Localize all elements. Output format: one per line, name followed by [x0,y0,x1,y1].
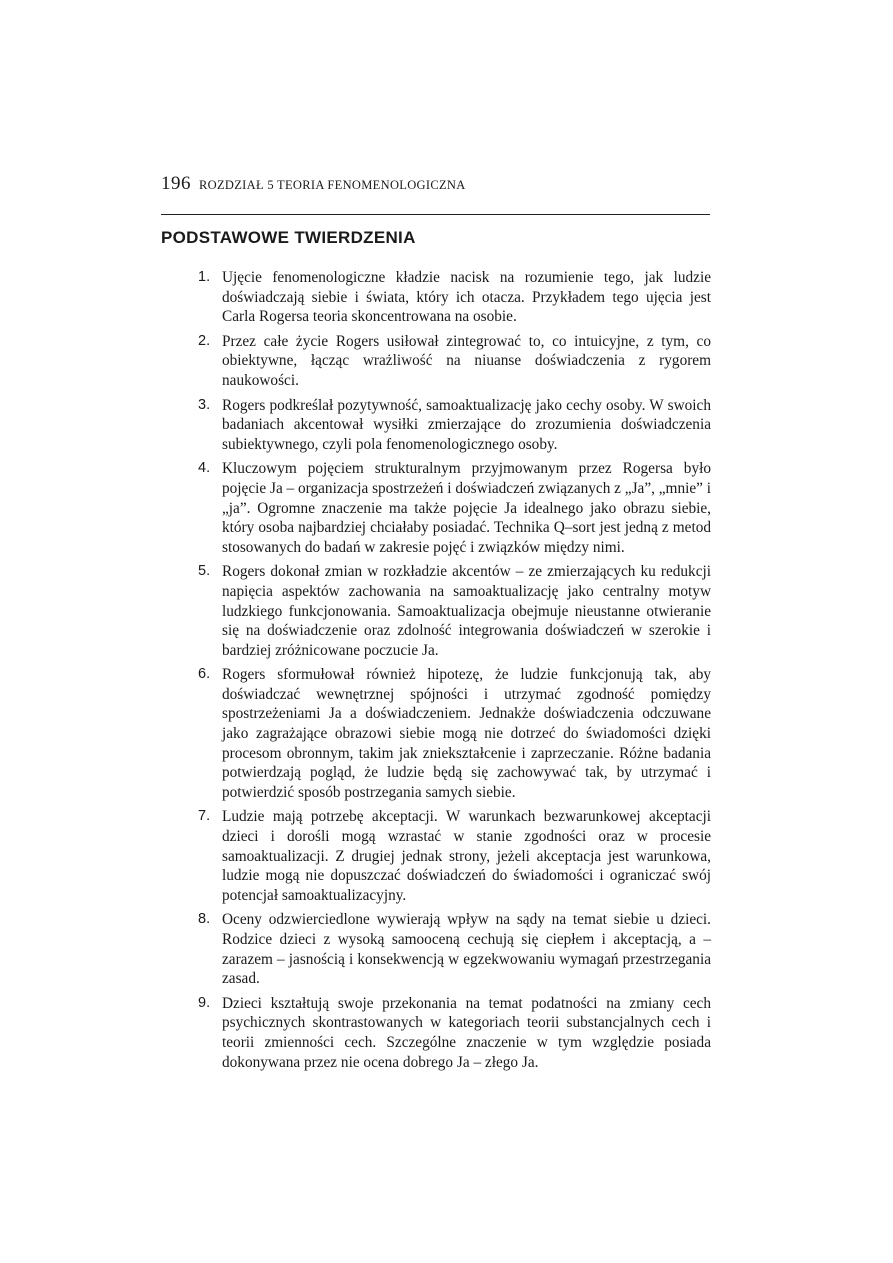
list-item-text: Oceny odzwierciedlone wywierają wpływ na sądy na temat siebie u dzieci. Rodzice dzieci z wysoką samooceną cechują się ciepłem i akceptacją, a – zarazem – jasnością i konsekwencją w egzekwowaniu wymagań przestrzegania zasad. [222,911,711,988]
list-item [198,807,711,905]
list-item [198,910,711,988]
section-title: PODSTAWOWE TWIERDZENIA [161,228,416,247]
list-item-number: 1. [198,269,211,285]
list-item [198,994,711,1072]
list-item-text: Ludzie mają potrzebę akceptacji. W warunkach bezwarunkowej akceptacji dzieci i dorośli mogą wzrastać w stanie zgodności oraz w procesie samoaktualizacji. Z drugiej jednak strony, jeżeli akceptacja jest warunkowa, ludzie mogą nie dopuszczać doświadczeń do świadomości i ograniczać swój potencjał samoaktualizacyjny. [222,808,711,904]
list-item [198,665,711,802]
list-item-text: Rogers sformułował również hipotezę, że ludzie funkcjonują tak, aby doświadczać wewnętrznej spójności i utrzymać zgodność pomiędzy spostrzeżeniami Ja a doświadczeniem. Jednakże doświadczenia odczuwane jako zagrażające obrazowi siebie mogą nie dotrzeć do świadomości dzięki procesom obronnym, takim jak zniekształcenie i zaprzeczanie. Różne badania potwierdzają pogląd, że ludzie będą się zachowywać tak, by utrzymać i potwierdzić sposób postrzegania samych siebie. [222,666,711,801]
list-item-number: 4. [198,460,211,477]
list-item [198,396,711,455]
list-item-number: 3. [198,396,211,413]
list-item [198,332,711,391]
statements-list [198,268,711,1077]
running-title: ROZDZIAŁ 5 TEORIA FENOMENOLOGICZNA [199,178,466,192]
running-head [161,173,466,195]
list-item-text: Rogers podkreślał pozytywność, samoaktualizację jako cechy osoby. W swoich badaniach akcentował wysiłki zmierzające do zrozumienia doświadczenia subiektywnego, czyli pola fenomenologicznego osoby. [222,396,711,453]
list-item-text: Przez całe życie Rogers usiłował zintegrować to, co intuicyjne, z tym, co obiektywne, łącząc wrażliwość na niuanse doświadczenia z rygorem naukowości. [222,332,711,389]
list-item-text: Kluczowym pojęciem strukturalnym przyjmowanym przez Rogersa było pojęcie Ja – organizacja spostrzeżeń i doświadczeń związanych z „Ja”, „mnie” i „ja”. Ogromne znaczenie ma także pojęcie Ja idealnego jako obrazu siebie, który osoba najbardziej chciałaby posiadać. Technika Q–sort jest jedną z metod stosowanych do badań w zakresie pojęć i związków między nimi. [222,460,711,556]
list-item-number: 9. [198,994,211,1011]
list-item-text: Ujęcie fenomenologiczne kładzie nacisk na rozumienie tego, jak ludzie doświadczają siebie i świata, który ich otacza. Przykładem tego ujęcia jest Carla Rogersa teoria skoncentrowana na osobie. [222,269,711,326]
list-item-text: Rogers dokonał zmian w rozkładzie akcentów – ze zmierzających ku redukcji napięcia aspektów zachowania na samoaktualizację jako centralny motyw ludzkiego funkcjonowania. Samoaktualizacja obejmuje nieustanne otwieranie się na doświadczenie oraz zdolność integrowania doświadczeń w szerokie i bardziej zróżnicowane poczucie Ja. [222,563,711,659]
section-divider [161,214,710,215]
list-item-number: 5. [198,563,211,580]
list-item [198,459,711,557]
list-item-number: 7. [198,808,211,825]
list-item-number: 2. [198,332,211,349]
list-item [198,268,711,327]
page-number: 196 [161,173,191,194]
list-item-number: 8. [198,911,211,928]
list-item-text: Dzieci kształtują swoje przekonania na temat podatności na zmiany cech psychicznych skontrastowanych w kategoriach teorii substancjalnych cech i teorii zmienności cech. Szczególne znaczenie w tym względzie posiada dokonywana przez nie ocena dobrego Ja – złego Ja. [222,994,711,1071]
list-item [198,562,711,660]
list-item-number: 6. [198,666,211,683]
